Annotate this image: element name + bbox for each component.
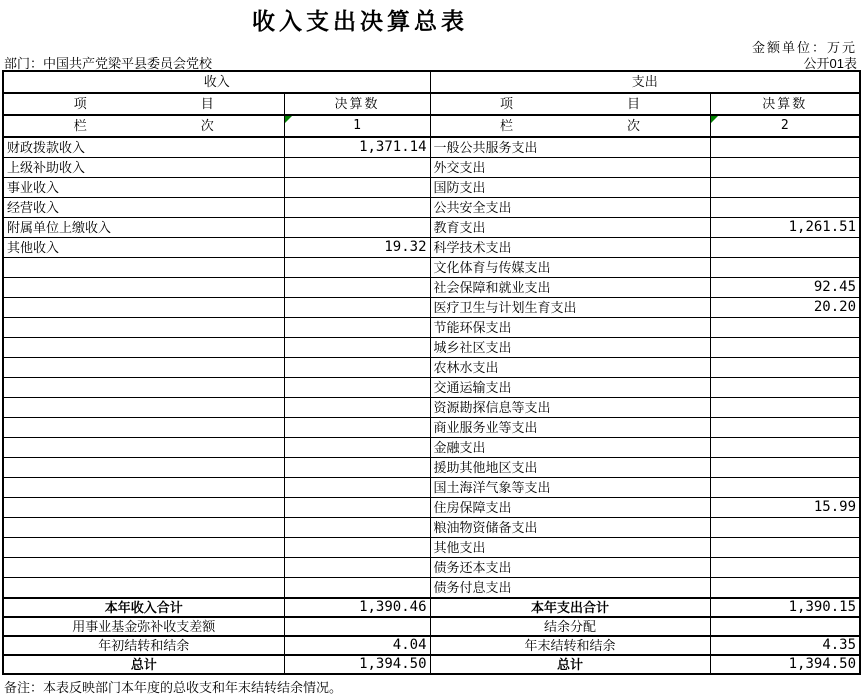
expense-item-cell: 商业服务业等支出 [430, 418, 710, 438]
income-item-cell [3, 398, 284, 418]
summary-expense-label: 本年支出合计 [430, 598, 710, 617]
expense-item-cell: 城乡社区支出 [430, 338, 710, 358]
expense-item-cell: 住房保障支出 [430, 498, 710, 518]
table-row [3, 238, 860, 258]
table-row [3, 518, 860, 538]
income-amount-cell [284, 198, 430, 218]
expense-amount-cell [710, 378, 860, 398]
page-title: 收入支出决算总表 [252, 9, 468, 34]
expense-item-cell: 粮油物资储备支出 [430, 518, 710, 538]
expense-column-label [430, 115, 710, 137]
income-item-cell [3, 418, 284, 438]
table-row [3, 178, 860, 198]
expense-item-cell: 交通运输支出 [430, 378, 710, 398]
summary-expense-amount: 1,390.15 [710, 598, 860, 617]
summary-expense-label: 结余分配 [430, 617, 710, 636]
income-item-cell [3, 458, 284, 478]
income-amount-cell [284, 558, 430, 578]
income-amount-cell [284, 498, 430, 518]
summary-income-label: 本年收入合计 [3, 598, 284, 617]
income-amount-cell [284, 538, 430, 558]
summary-income-label: 用事业基金弥补收支差额 [3, 617, 284, 636]
column-label-char: 栏 [500, 118, 514, 133]
summary-row [3, 655, 860, 674]
table-code: 公开01表 [803, 56, 857, 71]
department-label: 部门：中国共产党梁平县委员会党校 [4, 56, 213, 71]
income-amount-cell [284, 418, 430, 438]
table-row [3, 498, 860, 518]
table-row [3, 398, 860, 418]
income-amount-cell: 19.32 [284, 238, 430, 258]
income-amount-cell [284, 318, 430, 338]
expense-item-cell: 金融支出 [430, 438, 710, 458]
expense-item-header [430, 93, 710, 115]
expense-amount-cell [710, 318, 860, 338]
table-row [3, 137, 860, 158]
income-item-cell [3, 338, 284, 358]
income-item-header [3, 93, 284, 115]
income-item-cell [3, 558, 284, 578]
income-item-cell [3, 438, 284, 458]
expense-item-cell: 一般公共服务支出 [430, 137, 710, 158]
income-item-cell [3, 278, 284, 298]
table-row [3, 478, 860, 498]
income-amount-cell [284, 378, 430, 398]
expense-amount-cell [710, 358, 860, 378]
expense-amount-cell [710, 558, 860, 578]
expense-amount-cell [710, 578, 860, 599]
income-amount-cell [284, 178, 430, 198]
expense-item-header-label [500, 94, 640, 114]
expense-amount-cell: 1,261.51 [710, 218, 860, 238]
summary-expense-label: 总计 [430, 655, 710, 674]
expense-column-no [710, 115, 860, 137]
expense-item-cell: 债务还本支出 [430, 558, 710, 578]
table-row [3, 418, 860, 438]
income-amount-cell: 1,371.14 [284, 137, 430, 158]
expense-column-label-text [500, 116, 640, 136]
income-amount-cell [284, 158, 430, 178]
income-item-cell: 其他收入 [3, 238, 284, 258]
expense-amount-cell [710, 137, 860, 158]
expense-item-cell: 国土海洋气象等支出 [430, 478, 710, 498]
table-row [3, 278, 860, 298]
expense-item-cell: 国防支出 [430, 178, 710, 198]
income-item-cell [3, 298, 284, 318]
expense-amount-cell: 92.45 [710, 278, 860, 298]
expense-amount-cell [710, 418, 860, 438]
expense-amount-header: 决算数 [710, 93, 860, 115]
income-item-header-label [74, 94, 214, 114]
table-row [3, 378, 860, 398]
column-label-char: 栏 [73, 118, 87, 133]
expense-item-cell: 农林水支出 [430, 358, 710, 378]
income-amount-header: 决算数 [284, 93, 430, 115]
summary-expense-amount: 4.35 [710, 636, 860, 655]
table-row [3, 298, 860, 318]
table-row [3, 318, 860, 338]
table-row [3, 578, 860, 599]
expense-amount-cell: 20.20 [710, 298, 860, 318]
income-item-cell [3, 378, 284, 398]
footnote: 备注：本表反映部门本年度的总收支和年末结转结余情况。 [4, 680, 343, 694]
column-number-row [3, 115, 860, 137]
item-header-char: 项 [500, 96, 514, 111]
income-item-cell [3, 258, 284, 278]
table-row [3, 198, 860, 218]
summary-income-amount: 1,390.46 [284, 598, 430, 617]
income-amount-cell [284, 338, 430, 358]
income-amount-cell [284, 278, 430, 298]
summary-expense-amount [710, 617, 860, 636]
item-header-char: 目 [627, 96, 641, 111]
income-item-cell: 财政拨款收入 [3, 137, 284, 158]
data-rows [3, 137, 860, 598]
table-row [3, 458, 860, 478]
summary-row [3, 617, 860, 636]
item-header-char: 项 [73, 96, 87, 111]
summary-income-amount [284, 617, 430, 636]
expense-amount-cell [710, 458, 860, 478]
expense-item-cell: 其他支出 [430, 538, 710, 558]
expense-amount-cell [710, 238, 860, 258]
income-column-label [3, 115, 284, 137]
table-row [3, 338, 860, 358]
income-section-header: 收入 [3, 71, 430, 93]
expense-amount-cell [710, 518, 860, 538]
summary-rows [3, 598, 860, 674]
summary-expense-label: 年末结转和结余 [430, 636, 710, 655]
summary-income-amount: 1,394.50 [284, 655, 430, 674]
item-header-char: 目 [200, 96, 214, 111]
expense-amount-cell: 15.99 [710, 498, 860, 518]
income-amount-cell [284, 438, 430, 458]
expense-item-cell: 节能环保支出 [430, 318, 710, 338]
table-row [3, 558, 860, 578]
account-table [2, 70, 861, 675]
expense-amount-cell [710, 158, 860, 178]
column-label-char: 次 [627, 118, 641, 133]
income-amount-cell [284, 398, 430, 418]
expense-amount-cell [710, 478, 860, 498]
section-header-row [3, 71, 860, 93]
expense-amount-cell [710, 338, 860, 358]
expense-item-cell: 文化体育与传媒支出 [430, 258, 710, 278]
summary-row [3, 598, 860, 617]
expense-item-cell: 社会保障和就业支出 [430, 278, 710, 298]
expense-amount-cell [710, 178, 860, 198]
income-amount-cell [284, 458, 430, 478]
expense-item-cell: 援助其他地区支出 [430, 458, 710, 478]
expense-item-cell: 外交支出 [430, 158, 710, 178]
income-item-cell [3, 538, 284, 558]
income-item-cell [3, 498, 284, 518]
expense-item-cell: 债务付息支出 [430, 578, 710, 599]
table-row [3, 258, 860, 278]
income-item-cell [3, 318, 284, 338]
table-row [3, 158, 860, 178]
expense-amount-cell [710, 438, 860, 458]
table-row [3, 218, 860, 238]
expense-item-cell: 教育支出 [430, 218, 710, 238]
expense-column-no-text: 2 [780, 118, 789, 133]
income-amount-cell [284, 518, 430, 538]
expense-section-header: 支出 [430, 71, 860, 93]
income-column-label-text [74, 116, 214, 136]
expense-item-cell: 科学技术支出 [430, 238, 710, 258]
table-row [3, 358, 860, 378]
income-column-no [284, 115, 430, 137]
unit-note: 金额单位：万元 [751, 40, 857, 55]
income-item-cell: 经营收入 [3, 198, 284, 218]
income-amount-cell [284, 358, 430, 378]
expense-amount-cell [710, 258, 860, 278]
table-row [3, 538, 860, 558]
column-header-row [3, 93, 860, 115]
income-amount-cell [284, 218, 430, 238]
cell-error-triangle-icon [711, 116, 718, 123]
expense-amount-cell [710, 538, 860, 558]
expense-amount-cell [710, 398, 860, 418]
expense-item-cell: 医疗卫生与计划生育支出 [430, 298, 710, 318]
income-item-cell: 事业收入 [3, 178, 284, 198]
income-amount-cell [284, 258, 430, 278]
summary-row [3, 636, 860, 655]
income-item-cell [3, 478, 284, 498]
income-item-cell: 附属单位上缴收入 [3, 218, 284, 238]
income-item-cell [3, 358, 284, 378]
expense-amount-cell [710, 198, 860, 218]
summary-income-amount: 4.04 [284, 636, 430, 655]
table-row [3, 438, 860, 458]
column-label-char: 次 [200, 118, 214, 133]
income-amount-cell [284, 478, 430, 498]
cell-error-triangle-icon [285, 116, 292, 123]
income-amount-cell [284, 578, 430, 599]
income-item-cell [3, 578, 284, 599]
expense-item-cell: 资源勘探信息等支出 [430, 398, 710, 418]
summary-income-label: 总计 [3, 655, 284, 674]
income-amount-cell [284, 298, 430, 318]
expense-item-cell: 公共安全支出 [430, 198, 710, 218]
income-item-cell: 上级补助收入 [3, 158, 284, 178]
summary-expense-amount: 1,394.50 [710, 655, 860, 674]
income-column-no-text: 1 [353, 118, 361, 133]
income-item-cell [3, 518, 284, 538]
summary-income-label: 年初结转和结余 [3, 636, 284, 655]
